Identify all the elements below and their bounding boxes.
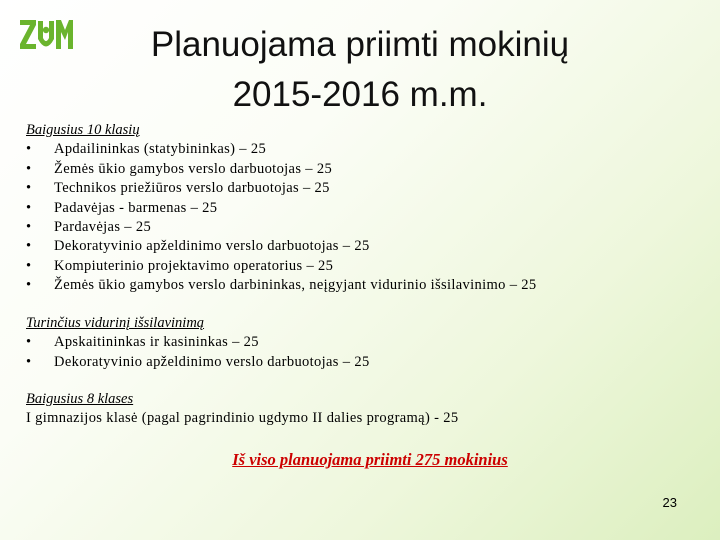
- list-item: [26, 276, 537, 295]
- title-line-2: 2015-2016 m.m.: [232, 75, 488, 114]
- bullet: •: [26, 141, 32, 158]
- list-item: [26, 160, 537, 179]
- bullet: •: [26, 160, 32, 177]
- list-item: [26, 179, 537, 198]
- bullet: •: [26, 199, 32, 216]
- list-item-text: Technikos priežiūros verslo darbuotojas – 25: [54, 180, 330, 197]
- bullet: •: [26, 219, 32, 236]
- bullet: •: [26, 334, 32, 351]
- section-after-8-grades: [26, 390, 458, 429]
- list-item: [26, 237, 537, 256]
- list-item: [26, 218, 537, 237]
- bullet: •: [26, 257, 32, 274]
- bullet: •: [26, 353, 32, 370]
- section-text: I gimnazijos klasė (pagal pagrindinio ugdymo II dalies programą) - 25: [26, 410, 459, 427]
- section-with-secondary-education: [26, 314, 370, 372]
- bullet: •: [26, 277, 32, 294]
- list-item: [26, 333, 370, 352]
- list-item: [26, 353, 370, 372]
- list-item-text: Dekoratyvinio apželdinimo verslo darbuotojas – 25: [54, 353, 370, 370]
- list-item-text: Padavėjas - barmenas – 25: [54, 199, 218, 216]
- list-item-text: Dekoratyvinio apželdinimo verslo darbuotojas – 25: [54, 238, 370, 255]
- bullet: •: [26, 238, 32, 255]
- list-item-text: Žemės ūkio gamybos verslo darbuotojas – 25: [54, 160, 333, 177]
- section-heading: Turinčius vidurinį išsilavinimą: [26, 315, 205, 331]
- page-number: 23: [662, 495, 677, 510]
- bullet: •: [26, 180, 32, 197]
- list-item-text: Kompiuterinio projektavimo operatorius – 25: [54, 257, 334, 274]
- section-heading: Baigusius 10 klasių: [26, 122, 140, 138]
- list-item-text: Žemės ūkio gamybos verslo darbininkas, neįgyjant vidurinio išsilavinimo – 25: [54, 277, 537, 294]
- section-after-10-grades: [26, 121, 537, 296]
- list-item: [26, 140, 537, 159]
- section-heading: Baigusius 8 klases: [26, 391, 134, 407]
- list-item: [26, 199, 537, 218]
- list-item-text: Apskaitininkas ir kasininkas – 25: [54, 334, 259, 351]
- title-line-1: Planuojama priimti mokinių: [150, 25, 570, 64]
- list-item-text: Apdailininkas (statybininkas) – 25: [54, 141, 267, 158]
- list-item-text: Pardavėjas – 25: [54, 219, 152, 236]
- total-summary: Iš viso planuojama priimti 275 mokinius: [232, 450, 508, 469]
- list-item: [26, 257, 537, 276]
